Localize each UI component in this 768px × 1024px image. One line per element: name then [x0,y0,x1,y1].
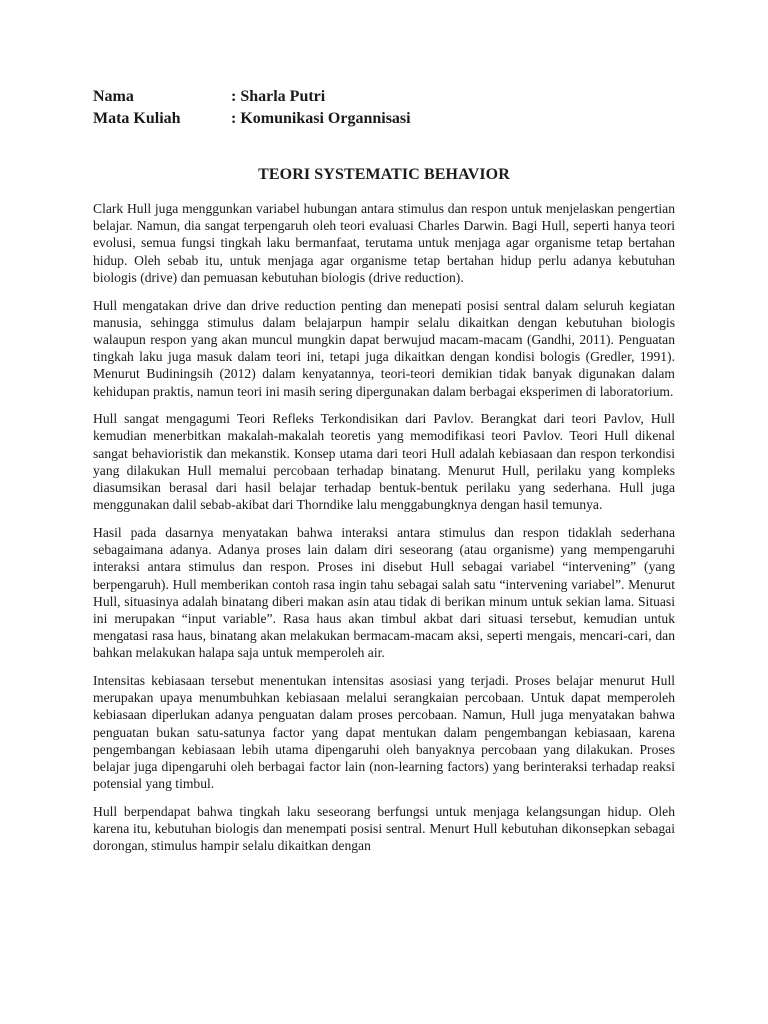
name-value: : Sharla Putri [231,88,326,105]
paragraph: Hull berpendapat bahwa tingkah laku seseorang berfungsi untuk menjaga kelangsungan hidup. Oleh karena itu, kebutuhan biologis dan menempati posisi sentral. Menurt Hull kebutuhan dikonsepkan sebagai dorongan, stimulus hampir selalu dikaitkan dengan [93,804,675,854]
paragraph: Hasil pada dasarnya menyatakan bahwa interaksi antara stimulus dan respon tidaklah sederhana sebagaimana adanya. Adanya proses lain dalam diri seseorang (atau organisme) yang mempengaruhi interaksi antara stimulus dan respon. Proses ini disebut Hull sebagai variabel “intervening” (yang berpengaruh). Hull memberikan contoh rasa ingin tahu sebagai salah satu “intervening variabel”. Menurut Hull, situasinya adalah binatang diberi makan asin atau tidak di berikan minum untuk sekian lama. Situasi ini merupakan “input variable”. Rasa haus akan timbul akbat dari situasi tersebut, kemudian untuk mengatasi rasa haus, binatang akan melakukan bermacam-macam aksi, seperti mengais, mencari-cari, dan bahkan melakukan halapa saja untuk memperoleh air. [93,524,675,661]
paragraph: Clark Hull juga menggunkan variabel hubungan antara stimulus dan respon untuk menjelaskan pengertian belajar. Namun, dia sangat terpengaruh oleh teori evaluasi Charles Darwin. Bagi Hull, seperti hanya teori evolusi, semua fungsi tingkah laku bermanfaat, terutama untuk menjaga agar organisme tetap bertahan hidup. Oleh sebab itu, untuk menjaga agar organisme tetap bertahan hidup perlu adanya kebutuhan biologis (drive) dan pemuasan kebutuhan biologis (drive reduction). [93,201,675,285]
course-row [93,108,411,130]
document-body [93,200,675,865]
document-title: TEORI SYSTEMATIC BEHAVIOR [258,166,510,183]
document-header [93,86,411,130]
paragraph: Hull mengatakan drive dan drive reduction penting dan menepati posisi sentral dalam seluruh kegiatan manusia, sehingga stimulus dalam belajarpun hampir selalu dikaitkan dengan kebutuhan biologis walaupun respon yang akan muncul mungkin dapat berwujud macam-macam (Gandhi, 2011). Penguatan tingkah laku juga masuk dalam teori ini, tetapi juga dikaitkan dengan kondisi bologis (Gredler, 1991). Menurut Budiningsih (2012) dalam kenyatannya, teori-teori demikian tidak banyak digunakan dalam kehidupan praktis, namun teori ini masih sering dipergunakan dalam berbagai eksperimen di laboratorium. [93,297,675,399]
course-label: Mata Kuliah [93,110,181,127]
paragraph: Hull sangat mengagumi Teori Refleks Terkondisikan dari Pavlov. Berangkat dari teori Pavlov, Hull kemudian menerbitkan makalah-makalah teoretis yang memodifikasi teori Pavlov. Teori Hull dikenal sangat behavioristik dan mekanstik. Konsep utama dari teori Hull adalah kebiasaan dan respon terkondisi yang dilakukan Hull memalui percobaan terhadap binatang. Menurut Hull, perilaku yang kompleks diasumsikan berasal dari hasil belajar terhadap bentuk-bentuk perilaku yang sederhana. Hull juga menggunakan dalil sebab-akibat dari Thorndike lalu menggabungknya dengan hasil temunya. [93,411,675,513]
course-value: : Komunikasi Organnisasi [231,110,411,127]
name-row [93,86,411,108]
paragraph: Intensitas kebiasaan tersebut menentukan intensitas asosiasi yang terjadi. Proses belajar menurut Hull merupakan upaya menumbuhkan kebiasaan melalui serangkaian percobaan. Untuk dapat memperoleh kebiasaan diperlukan adanya penguatan dalam proses percobaan. Namun, Hull juga menyatakan bahwa penguatan bukan satu-satunya factor yang dapat mentukan dalam pengembangan kebiasaan, karena pengembangan kebiasaan lebih utama dipengaruhi oleh banyaknya percobaan yang dilakukan. Proses belajar juga dipengaruhi oleh berbagai factor lain (non-learning factors) yang berinteraksi terhadap reaksi potensial yang timbul. [93,673,675,792]
name-label: Nama [93,88,134,105]
